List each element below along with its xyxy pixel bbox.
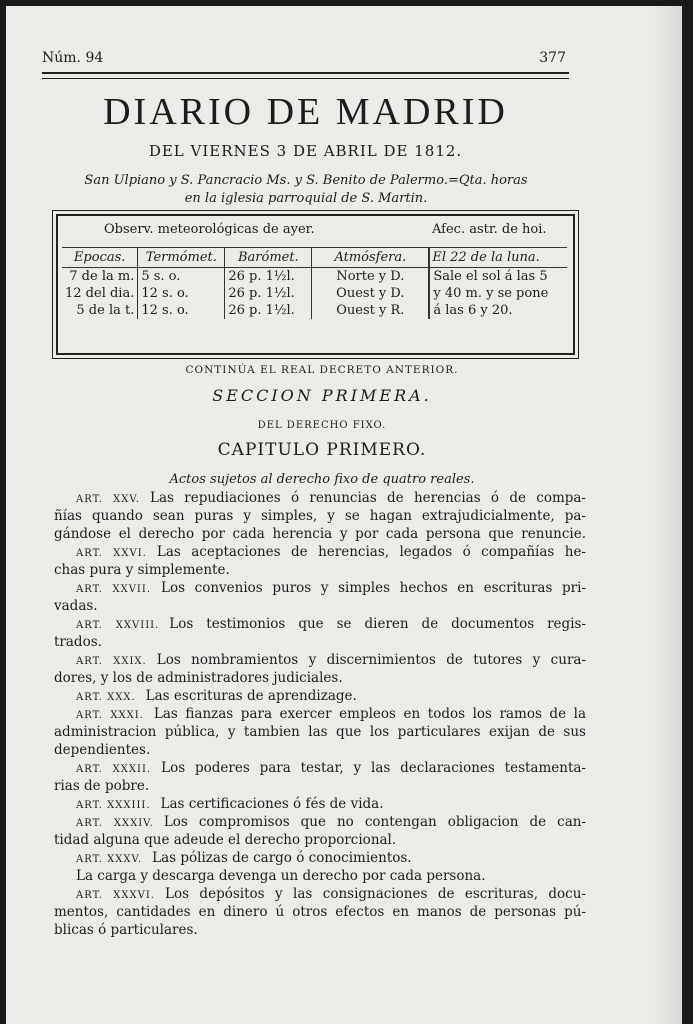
cell-epoca: 5 de la t. [76,303,135,318]
meteo-left-heading: Observ. meteorológicas de ayer. [104,222,315,237]
line-text: Los nombramientos y discernimientos de tutores y cura- [156,652,587,668]
article-number: ART. XXXII. [76,764,152,775]
text-line [54,831,586,849]
line-text: Las fianzas para exercer empleos en todos los ramos de la [153,706,586,722]
article-number: ART. XXXI. [76,710,144,721]
article-number: ART. XXIX. [76,656,147,667]
issue-number: Núm. 94 [42,50,104,66]
page-edge-shadow [652,6,682,1024]
meteo-column-headers [62,248,567,268]
text-line [54,615,586,633]
article-number: ART. XXV. [76,494,141,505]
article-number: ART. XXVI. [76,548,147,559]
header-rule-bottom [42,78,569,79]
line-text: vadas. [54,598,98,614]
text-line [54,759,586,777]
meteo-right-heading: Afec. astr. de hoi. [432,222,547,237]
cell-termometro: 12 s. o. [138,302,225,319]
article-number: ART. XXXIV. [76,818,154,829]
page-number: 377 [539,50,566,66]
text-line [54,669,586,687]
text-line [54,849,586,867]
article-number: ART. XXXIII. [76,800,151,811]
line-text: tidad alguna que adeude el derecho proporcional. [54,832,397,848]
article-number: ART. XXX. [76,692,136,703]
section-heading: SECCION PRIMERA. [212,386,432,405]
meteorological-table [56,214,575,355]
line-text: Los compromisos que no contengan obligacion de can- [163,814,586,830]
text-line [54,795,586,813]
line-text: ñías quando sean puras y simples, y se hagan extrajudicialmente, pa- [54,508,586,524]
line-text: chas pura y simplemente. [54,562,230,578]
line-text: mentos, cantidades en dinero ú otros efectos en manos de personas pú- [54,904,586,920]
text-line [54,633,586,651]
text-line [54,651,586,669]
line-text: rias de pobre. [54,778,150,794]
col-barometro: Barómet. [225,248,312,268]
article-number: ART. XXVIII. [76,620,160,631]
text-line [54,723,586,741]
cell-luna: á las 6 y 20. [429,302,567,319]
text-line [54,561,586,579]
article-number: ART. XXVII. [76,584,152,595]
line-text: dependientes. [54,742,151,758]
text-line [54,903,586,921]
cell-termometro: 12 s. o. [138,285,225,302]
line-text: Las aceptaciones de herencias, legados ó compañías he- [156,544,586,560]
meteo-row [62,302,567,319]
header-rule-top [42,72,569,74]
col-epocas: Epocas. [62,248,138,268]
cell-epoca: 12 del dia. [65,286,135,301]
line-text: Las certificaciones ó fés de vida. [160,796,384,812]
line-text: Los poderes para testar, y las declaraciones testamenta- [161,760,586,776]
text-line [54,507,586,525]
col-termometro: Termómet. [138,248,225,268]
cell-termometro: 5 s. o. [138,268,225,286]
masthead-title: DIARIO DE MADRID [103,91,508,133]
saints-line-2: en la iglesia parroquial de S. Martin. [184,191,428,206]
text-line [54,579,586,597]
article-number: ART. XXXVI. [76,890,155,901]
text-line [54,705,586,723]
saints-line-1: San Ulpiano y S. Pancracio Ms. y S. Benito de Palermo.=Qta. horas [84,173,528,188]
cell-epoca: 7 de la m. [69,269,135,284]
text-line [54,687,586,705]
line-text: La carga y descarga devenga un derecho por cada persona. [76,868,486,884]
line-text: trados. [54,634,102,650]
line-text: Las repudiaciones ó renuncias de herencias ó de compa- [150,490,586,506]
line-text: administracion pública, y tambien las que los particulares exijan de sus [54,724,586,740]
text-line [54,777,586,795]
text-line [54,813,586,831]
text-line [54,921,586,939]
subsection-heading: DEL DERECHO FIXO. [257,420,387,431]
col-luna: El 22 de la luna. [429,248,567,268]
cell-atmosfera: Ouest y R. [312,302,430,319]
text-line [54,741,586,759]
line-text: Los testimonios que se dieren de documentos regis- [169,616,586,632]
text-line [54,543,586,561]
meteo-data-table [62,247,567,319]
line-text: Las escrituras de aprendizage. [145,688,357,704]
cell-barometro: 26 p. 1½l. [225,268,312,286]
cell-atmosfera: Norte y D. [312,268,430,286]
line-text: dores, y los de administradores judiciales. [54,670,343,686]
line-text: Las pólizas de cargo ó conocimientos. [152,850,412,866]
cell-barometro: 26 p. 1½l. [225,285,312,302]
text-line [54,597,586,615]
text-line [54,525,586,543]
article-body [54,489,586,939]
continuation-note: CONTINÚA EL REAL DECRETO ANTERIOR. [185,364,459,376]
line-text: Los depósitos y las consignaciones de escrituras, docu- [164,886,587,902]
newspaper-page [6,6,682,1024]
article-number: ART. XXXV. [76,854,143,865]
acts-subtitle: Actos sujetos al derecho fixo de quatro reales. [169,472,475,487]
cell-atmosfera: Ouest y D. [312,285,430,302]
issue-date: DEL VIERNES 3 DE ABRIL DE 1812. [148,142,463,160]
saints-of-day [56,172,556,208]
cell-luna: y 40 m. y se pone [429,285,567,302]
line-text: Los convenios puros y simples hechos en escrituras pri- [161,580,587,596]
text-line [54,489,586,507]
col-atmosfera: Atmósfera. [312,248,430,268]
line-text: blicas ó particulares. [54,922,198,938]
meteo-row [62,285,567,302]
text-line [54,867,586,885]
cell-barometro: 26 p. 1½l. [225,302,312,319]
cell-luna: Sale el sol á las 5 [429,268,567,286]
line-text: gándose el derecho por cada herencia y por cada persona que renuncie. [54,526,586,542]
page-header [42,50,566,68]
text-line [54,885,586,903]
meteo-row [62,268,567,286]
chapter-heading: CAPITULO PRIMERO. [217,440,427,460]
